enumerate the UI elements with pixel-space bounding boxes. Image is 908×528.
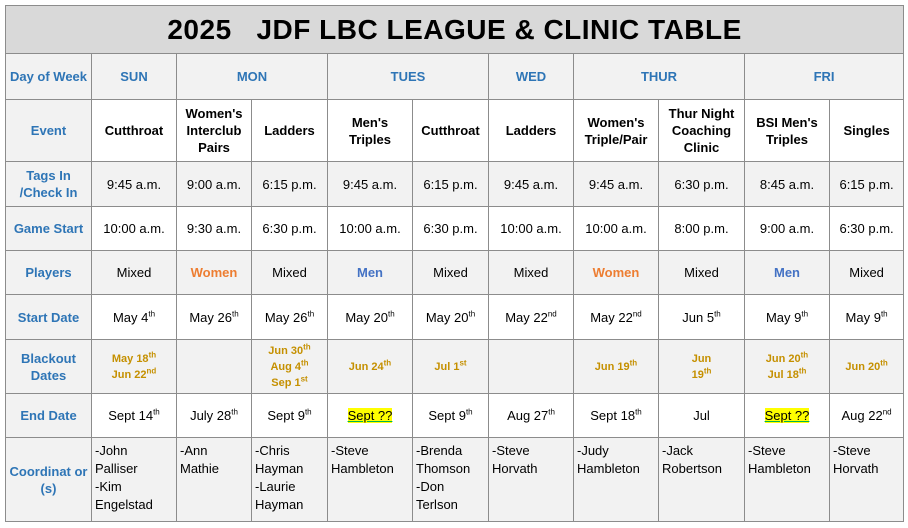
coordinator-cell (328, 438, 413, 522)
coordinator-name: -Judy (577, 443, 609, 458)
start-date-value: May 26 (264, 309, 308, 325)
game-start-cell: 10:00 a.m. (92, 207, 177, 251)
start-date-cell (489, 295, 574, 340)
start-date-value: May 4 (112, 309, 149, 325)
start-date-value: May 20 (345, 309, 388, 325)
end-date-cell (745, 394, 830, 438)
end-date-value: Aug 22 (841, 408, 883, 423)
blackout-date: Jun 22nd (111, 365, 157, 381)
start-date-suffix: nd (632, 309, 642, 319)
game-start-cell: 10:00 a.m. (574, 207, 659, 251)
start-date-suffix: th (801, 309, 809, 319)
coordinator-cell (830, 438, 904, 522)
tags-in-cell: 9:00 a.m. (177, 162, 252, 207)
day-wed: WED (489, 54, 574, 100)
row-header-coord: Coordinat or (s) (6, 438, 92, 522)
blackout-date: Jul 1st (434, 357, 467, 373)
event-cell: Singles (830, 100, 904, 162)
end-date-cell (92, 394, 177, 438)
row-header-players: Players (6, 251, 92, 295)
end-date-suffix: th (304, 407, 312, 417)
start-date-suffix: th (148, 309, 156, 319)
players-cell: Mixed (252, 251, 328, 295)
event-cell: Men's Triples (328, 100, 413, 162)
game-start-cell: 6:30 p.m. (252, 207, 328, 251)
row-header-game: Game Start (6, 207, 92, 251)
blackout-date: 19th (691, 365, 712, 381)
row-header-blackout: Blackout Dates (6, 340, 92, 394)
coordinator-name: -Brenda (416, 443, 463, 458)
end-date-value: Sept 9 (267, 408, 305, 423)
tags-in-cell: 8:45 a.m. (745, 162, 830, 207)
row-header-end: End Date (6, 394, 92, 438)
end-date-value: Jul (693, 408, 710, 423)
blackout-cell (92, 340, 177, 394)
day-tues: TUES (328, 54, 489, 100)
blackout-cell (328, 340, 413, 394)
event-cell: Ladders (489, 100, 574, 162)
blackout-cell (574, 340, 659, 394)
end-date-cell (413, 394, 489, 438)
tags-in-cell: 9:45 a.m. (92, 162, 177, 207)
end-date-value: Sept 9 (428, 408, 466, 423)
day-mon: MON (177, 54, 328, 100)
coordinator-cell (252, 438, 328, 522)
end-date-cell (328, 394, 413, 438)
blackout-date: Jun 19th (594, 357, 638, 373)
start-date-cell (252, 295, 328, 340)
start-date-cell (830, 295, 904, 340)
coordinator-name: -Laurie (255, 479, 296, 494)
event-cell: Cutthroat (413, 100, 489, 162)
blackout-date: Jun 20th (765, 349, 809, 365)
start-date-cell (659, 295, 745, 340)
game-start-cell: 8:00 p.m. (659, 207, 745, 251)
end-date-value: Sept ?? (347, 408, 393, 423)
coordinator-name: Horvath (492, 461, 538, 476)
table-title: 2025 JDF LBC LEAGUE & CLINIC TABLE (6, 6, 904, 54)
end-date-suffix: th (635, 407, 642, 417)
start-date-cell (92, 295, 177, 340)
coordinator-name: Hambleton (577, 461, 640, 476)
end-date-value: Sept ?? (764, 408, 810, 423)
blackout-cell (177, 340, 252, 394)
start-date-value: May 22 (590, 309, 633, 325)
start-date-suffix: th (714, 309, 721, 319)
coordinator-name: -Steve (492, 443, 530, 458)
day-sun: SUN (92, 54, 177, 100)
coordinator-cell (574, 438, 659, 522)
end-date-value: Sept 14 (108, 408, 154, 423)
game-start-cell: 10:00 a.m. (328, 207, 413, 251)
end-date-cell (489, 394, 574, 438)
coordinator-cell (489, 438, 574, 522)
coordinator-cell (413, 438, 489, 522)
row-header-start: Start Date (6, 295, 92, 340)
coordinator-name: -Don (416, 479, 445, 494)
start-date-cell (413, 295, 489, 340)
start-date-value: May 20 (425, 309, 469, 325)
end-date-cell (177, 394, 252, 438)
coordinator-name: -Kim (95, 479, 122, 494)
blackout-cell (413, 340, 489, 394)
coordinator-name: -Steve (748, 443, 786, 458)
blackout-date: Sep 1st (271, 373, 308, 389)
start-date-suffix: th (468, 309, 476, 319)
blackout-cell (252, 340, 328, 394)
coordinator-name: -Chris (255, 443, 290, 458)
row-header-tags: Tags In /Check In (6, 162, 92, 207)
coordinator-name: Mathie (180, 461, 220, 476)
coordinator-name: Engelstad (95, 497, 153, 512)
coordinator-cell (659, 438, 745, 522)
start-date-suffix: nd (547, 309, 557, 319)
blackout-date: Jul 18th (767, 365, 807, 381)
players-cell: Men (745, 251, 830, 295)
start-date-cell (177, 295, 252, 340)
tags-in-cell: 6:30 p.m. (659, 162, 745, 207)
start-date-value: May 22 (505, 309, 548, 325)
start-date-suffix: th (231, 309, 239, 319)
end-date-value: July 28 (190, 408, 232, 423)
coordinator-name: Terlson (416, 497, 458, 512)
coordinator-name: Robertson (662, 461, 722, 476)
end-date-value: Sept 18 (590, 408, 636, 423)
coordinator-cell (177, 438, 252, 522)
coordinator-name: Hambleton (331, 461, 394, 476)
blackout-cell (745, 340, 830, 394)
players-cell: Mixed (489, 251, 574, 295)
day-thur: THUR (574, 54, 745, 100)
start-date-suffix: th (387, 309, 395, 319)
end-date-cell (659, 394, 745, 438)
game-start-cell: 9:30 a.m. (177, 207, 252, 251)
blackout-date: Jun 20th (845, 357, 888, 373)
start-date-value: May 9 (765, 309, 802, 325)
event-cell: Women's Interclub Pairs (177, 100, 252, 162)
event-cell: BSI Men's Triples (745, 100, 830, 162)
end-date-cell (574, 394, 659, 438)
players-cell: Women (177, 251, 252, 295)
row-header-day: Day of Week (6, 54, 92, 100)
tags-in-cell: 9:45 a.m. (574, 162, 659, 207)
blackout-date: Jun 24th (348, 357, 392, 373)
coordinator-name: -John (95, 443, 128, 458)
game-start-cell: 6:30 p.m. (830, 207, 904, 251)
day-fri: FRI (745, 54, 904, 100)
end-date-cell (830, 394, 904, 438)
row-header-event: Event (6, 100, 92, 162)
event-cell: Thur Night Coaching Clinic (659, 100, 745, 162)
end-date-suffix: nd (882, 407, 892, 417)
game-start-cell: 6:30 p.m. (413, 207, 489, 251)
end-date-suffix: th (465, 407, 473, 417)
tags-in-cell: 9:45 a.m. (328, 162, 413, 207)
coordinator-name: Horvath (833, 461, 879, 476)
game-start-cell: 10:00 a.m. (489, 207, 574, 251)
end-date-suffix: th (231, 407, 238, 417)
tags-in-cell: 6:15 p.m. (830, 162, 904, 207)
coordinator-name: Hambleton (748, 461, 811, 476)
tags-in-cell: 9:45 a.m. (489, 162, 574, 207)
start-date-value: Jun 5 (682, 309, 715, 325)
event-cell: Ladders (252, 100, 328, 162)
blackout-date: Jun 30th (268, 341, 311, 357)
start-date-cell (745, 295, 830, 340)
blackout-date: Jun (691, 352, 712, 365)
players-cell: Men (328, 251, 413, 295)
event-cell: Women's Triple/Pair (574, 100, 659, 162)
end-date-cell (252, 394, 328, 438)
start-date-value: May 26 (189, 309, 232, 325)
coordinator-name: -Ann (180, 443, 208, 458)
start-date-value: May 9 (845, 309, 881, 325)
players-cell: Mixed (92, 251, 177, 295)
coordinator-name: -Steve (331, 443, 369, 458)
league-table (5, 5, 904, 522)
blackout-date: Aug 4th (270, 357, 309, 373)
blackout-cell (489, 340, 574, 394)
start-date-cell (328, 295, 413, 340)
coordinator-cell (745, 438, 830, 522)
blackout-cell (659, 340, 745, 394)
coordinator-name: Thomson (416, 461, 471, 476)
coordinator-cell (92, 438, 177, 522)
players-cell: Women (574, 251, 659, 295)
end-date-suffix: th (153, 407, 160, 417)
start-date-suffix: th (307, 309, 315, 319)
game-start-cell: 9:00 a.m. (745, 207, 830, 251)
coordinator-name: -Jack (662, 443, 694, 458)
schedule-table-wrap (5, 5, 904, 522)
tags-in-cell: 6:15 p.m. (252, 162, 328, 207)
tags-in-cell: 6:15 p.m. (413, 162, 489, 207)
coordinator-name: Palliser (95, 461, 138, 476)
end-date-value: Aug 27 (507, 408, 549, 423)
blackout-date: May 18th (111, 349, 157, 365)
event-cell: Cutthroat (92, 100, 177, 162)
blackout-cell (830, 340, 904, 394)
coordinator-name: Hayman (255, 497, 304, 512)
coordinator-name: -Steve (833, 443, 871, 458)
players-cell: Mixed (659, 251, 745, 295)
start-date-cell (574, 295, 659, 340)
coordinator-name: Hayman (255, 461, 304, 476)
players-cell: Mixed (830, 251, 904, 295)
end-date-suffix: th (548, 407, 555, 417)
start-date-suffix: th (880, 309, 888, 319)
players-cell: Mixed (413, 251, 489, 295)
